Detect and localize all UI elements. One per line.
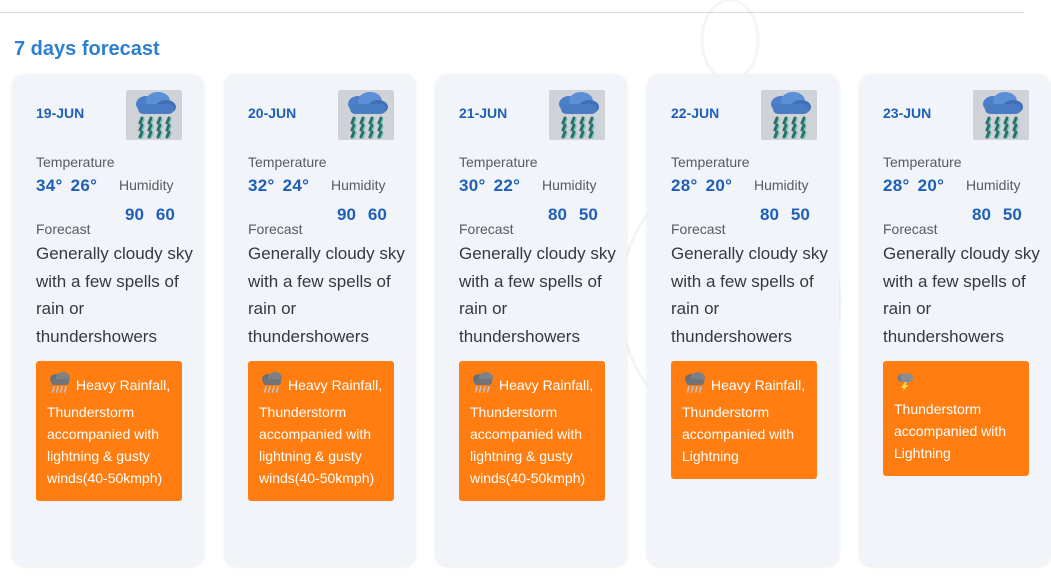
temperature-label: Temperature: [36, 154, 115, 170]
forecast-card-1: [12, 74, 204, 566]
humidity-values: [760, 205, 822, 225]
forecast-card-2: [224, 74, 416, 566]
forecast-text: Generally cloudy sky with a few spells of rain or thundershowers: [671, 244, 828, 346]
warning-box: [36, 361, 182, 501]
warning-box: [459, 361, 605, 501]
humidity-min: 60: [155, 205, 175, 224]
forecast-label: Forecast: [883, 221, 938, 237]
forecast-date: 19-JUN: [36, 105, 85, 121]
temp-max: 30°: [459, 176, 486, 195]
temp-min: 22°: [493, 176, 521, 195]
forecast-card-5: [859, 74, 1051, 566]
humidity-max: 80: [548, 205, 567, 224]
humidity-values: [337, 205, 399, 225]
heavy-rain-icon: [259, 371, 285, 401]
temp-min: 20°: [917, 176, 945, 195]
warning-box: [883, 361, 1029, 476]
temp-max: 32°: [248, 176, 275, 195]
humidity-label: Humidity: [331, 177, 386, 193]
temp-max: 34°: [36, 176, 63, 195]
rain-cloud-icon: [973, 90, 1029, 140]
rain-cloud-icon: [126, 90, 182, 140]
temperature-label: Temperature: [671, 154, 750, 170]
humidity-values: [548, 205, 610, 225]
thunderstorm-icon: [894, 372, 916, 398]
temperature-values: [459, 176, 528, 196]
humidity-label: Humidity: [966, 177, 1021, 193]
forecast-date: 20-JUN: [248, 105, 297, 121]
temperature-label: Temperature: [883, 154, 962, 170]
temperature-values: [883, 176, 952, 196]
forecast-date: 23-JUN: [883, 105, 932, 121]
humidity-values: [125, 205, 187, 225]
temp-min: 24°: [282, 176, 310, 195]
heavy-rain-icon: [682, 371, 708, 401]
forecast-text: Generally cloudy sky with a few spells of rain or thundershowers: [883, 244, 1040, 346]
warning-text: Heavy Rainfall, Thunderstorm accompanied with lightning & gusty winds(40-50kmph): [259, 377, 383, 486]
warning-box: [248, 361, 394, 501]
warning-box: [671, 361, 817, 479]
temperature-values: [671, 176, 740, 196]
temperature-values: [248, 176, 317, 196]
temp-max: 28°: [883, 176, 910, 195]
forecast-date: 21-JUN: [459, 105, 508, 121]
temp-min: 26°: [70, 176, 98, 195]
section-title: 7 days forecast: [14, 38, 160, 60]
warning-text: Thunderstorm accompanied with Lightning: [894, 401, 1007, 461]
heavy-rain-icon: [470, 371, 496, 401]
humidity-min: 50: [578, 205, 598, 224]
warning-text: Heavy Rainfall, Thunderstorm accompanied with Lightning: [682, 377, 806, 464]
forecast-text: Generally cloudy sky with a few spells of rain or thundershowers: [248, 244, 405, 346]
forecast-label: Forecast: [248, 221, 303, 237]
humidity-min: 60: [367, 205, 387, 224]
forecast-card-4: [647, 74, 839, 566]
temperature-label: Temperature: [459, 154, 538, 170]
forecast-card-3: [435, 74, 627, 566]
temp-max: 28°: [671, 176, 698, 195]
forecast-label: Forecast: [459, 221, 514, 237]
humidity-label: Humidity: [542, 177, 597, 193]
warning-text: Heavy Rainfall, Thunderstorm accompanied with lightning & gusty winds(40-50kmph): [47, 377, 171, 486]
temperature-values: [36, 176, 105, 196]
humidity-label: Humidity: [754, 177, 809, 193]
rain-cloud-icon: [761, 90, 817, 140]
humidity-max: 90: [337, 205, 356, 224]
forecast-label: Forecast: [671, 221, 726, 237]
rain-cloud-icon: [549, 90, 605, 140]
forecast-label: Forecast: [36, 221, 91, 237]
forecast-text: Generally cloudy sky with a few spells of rain or thundershowers: [459, 244, 616, 346]
humidity-max: 80: [972, 205, 991, 224]
heavy-rain-icon: [47, 371, 73, 401]
rain-cloud-icon: [338, 90, 394, 140]
temperature-label: Temperature: [248, 154, 327, 170]
humidity-max: 80: [760, 205, 779, 224]
forecast-date: 22-JUN: [671, 105, 720, 121]
warning-text: Heavy Rainfall, Thunderstorm accompanied with lightning & gusty winds(40-50kmph): [470, 377, 594, 486]
temp-min: 20°: [705, 176, 733, 195]
humidity-min: 50: [1002, 205, 1022, 224]
forecast-text: Generally cloudy sky with a few spells of rain or thundershowers: [36, 244, 193, 346]
humidity-values: [972, 205, 1034, 225]
top-divider: [0, 12, 1024, 13]
humidity-min: 50: [790, 205, 810, 224]
humidity-max: 90: [125, 205, 144, 224]
humidity-label: Humidity: [119, 177, 174, 193]
